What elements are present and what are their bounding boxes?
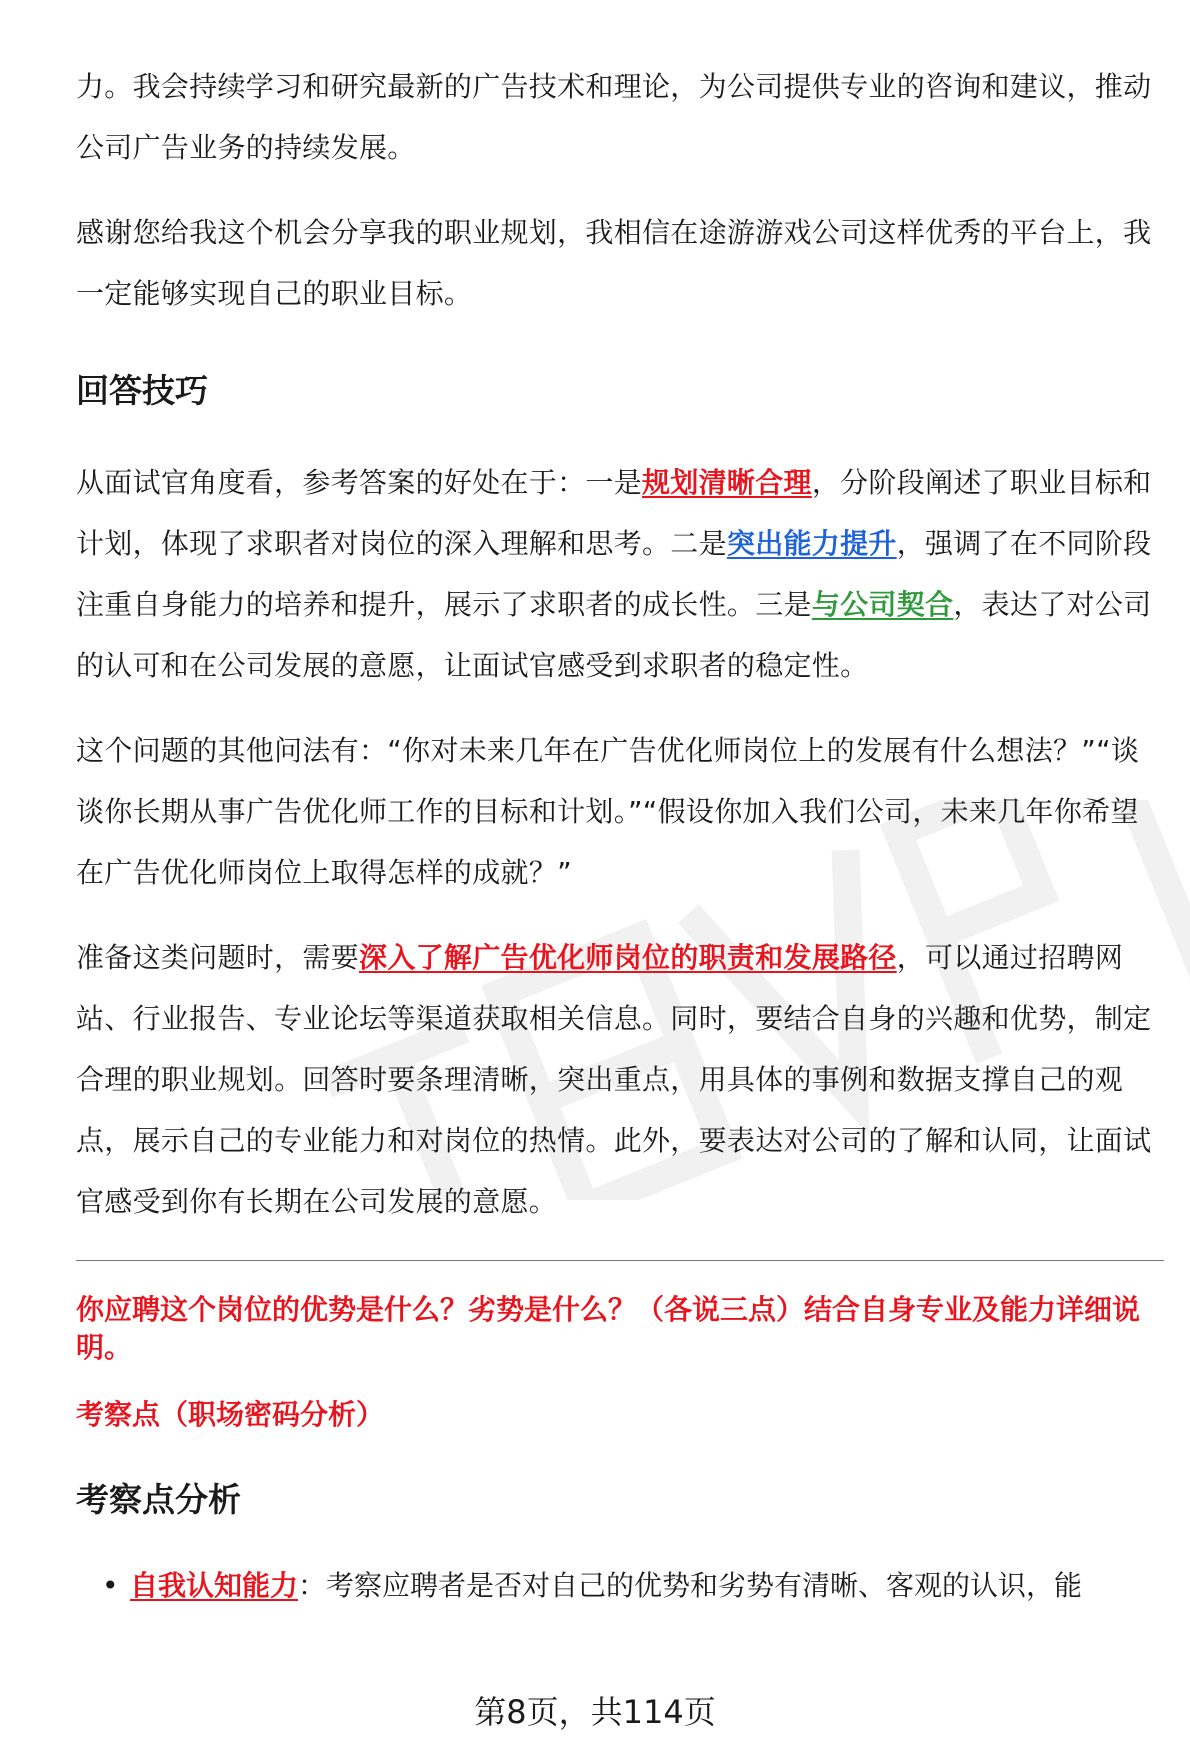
- text-run: ，可以通过招聘网站、行业报告、专业论坛等渠道获取相关信息。同时，要结合自身的兴趣和优势，制定合理的职业规划。回答时要条理清晰，突出重点，用具体的事例和数据支撑自己的观点，展示自己的专业能力和对岗位的热情。此外，要表达对公司的了解和认同，让面试官感受到你有长期在公司发展的意愿。: [76, 941, 1152, 1218]
- text-run: 从面试官角度看，参考答案的好处在于：一是: [76, 466, 643, 499]
- section-divider: [76, 1260, 1164, 1261]
- list-item: [76, 1563, 1164, 1609]
- text-run: 准备这类问题时，需要: [76, 941, 360, 974]
- tips-paragraph-2: 这个问题的其他问法有：“你对未来几年在广告优化师岗位上的发展有什么想法？”“谈谈你长期从事广告优化师工作的目标和计划。”“假设你加入我们公司，未来几年你希望在广告优化师岗位上取得怎样的成就？”: [76, 734, 1140, 889]
- section-heading-analysis: 考察点分析: [76, 1480, 241, 1519]
- text-run: ，表达了对公司的认可和在公司发展的意愿，让面试官感受到求职者的稳定性。: [76, 588, 1152, 682]
- intro-paragraph-2: 感谢您给我这个机会分享我的职业规划，我相信在途游游戏公司这样优秀的平台上，我一定能够实现自己的职业目标。: [76, 216, 1152, 310]
- tips-paragraph-1: [76, 452, 1164, 696]
- highlight-company-fit: 与公司契合: [811, 588, 954, 621]
- analysis-list: [76, 1563, 1164, 1609]
- interview-question: 你应聘这个岗位的优势是什么？劣势是什么？（各说三点）结合自身专业及能力详细说明。: [76, 1293, 1141, 1364]
- highlight-understand-role: 深入了解广告优化师岗位的职责和发展路径: [359, 941, 897, 974]
- highlight-self-awareness: 自我认知能力: [130, 1569, 299, 1602]
- highlight-plan-clear: 规划清晰合理: [642, 466, 812, 499]
- text-run: ，强调了在不同阶段注重自身能力的培养和提升，展示了求职者的成长性。三是: [76, 527, 1152, 621]
- document-body: [76, 56, 1164, 1609]
- text-run: ，分阶段阐述了职业目标和计划，体现了求职者对岗位的深入理解和思考。二是: [76, 466, 1152, 560]
- page-number: 第8页，共114页: [474, 1693, 716, 1731]
- intro-paragraph-1: 力。我会持续学习和研究最新的广告技术和理论，为公司提供专业的咨询和建议，推动公司广告业务的持续发展。: [76, 70, 1152, 164]
- bullet-icon: •: [102, 1569, 119, 1602]
- list-item-text: ：考察应聘者是否对自己的优势和劣势有清晰、客观的认识，能: [298, 1569, 1083, 1602]
- highlight-ability-improve: 突出能力提升: [726, 527, 897, 560]
- section-heading-tips: 回答技巧: [76, 371, 208, 410]
- assessment-subheading: 考察点（职场密码分析）: [76, 1398, 385, 1431]
- tips-paragraph-3: [76, 927, 1164, 1232]
